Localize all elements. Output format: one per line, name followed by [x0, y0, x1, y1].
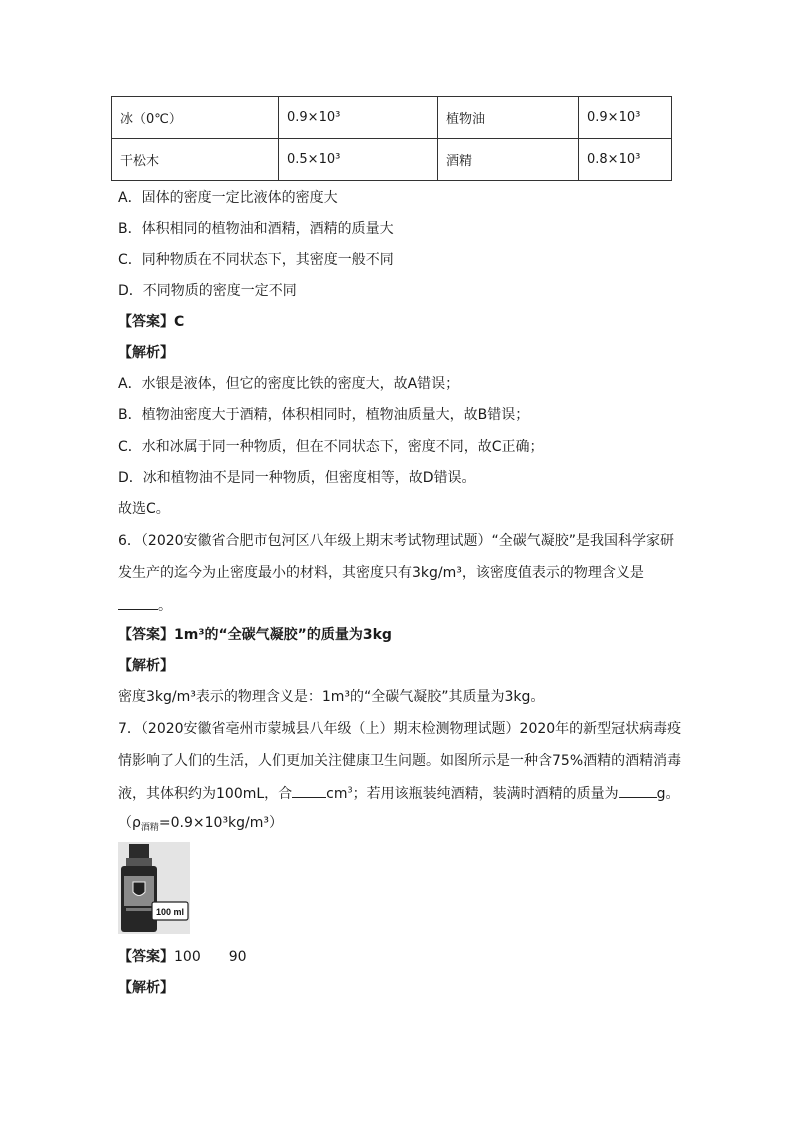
q6-line3-end: 。 — [158, 598, 172, 614]
table-row — [112, 97, 672, 139]
q6-stem-line3 — [118, 595, 172, 616]
q7-note-subscript: 酒精 — [140, 823, 159, 833]
q7-note-rest: =0.9×10³kg/m³） — [158, 815, 284, 831]
q7-note-open: （ρ — [118, 815, 141, 831]
q7-stem-line3 — [118, 783, 680, 804]
table-cell: 植物油 — [438, 97, 579, 139]
q7-analysis-title: 【解析】 — [118, 980, 174, 996]
alcohol-bottle-image — [118, 842, 190, 934]
q6-analysis-title: 【解析】 — [118, 658, 174, 674]
option-a: A．固体的密度一定比液体的密度大 — [118, 190, 338, 206]
q7-answer-1: 100 — [174, 949, 201, 965]
label-stripe — [126, 908, 152, 911]
bottle-cap — [129, 844, 149, 858]
q5-answer: 【答案】C — [118, 314, 185, 330]
analysis-line-a: A．水银是液体，但它的密度比铁的密度大，故A错误； — [118, 376, 460, 392]
table-cell: 冰（0℃） — [112, 97, 279, 139]
q7-line3-part-a: 液，其体积约为100mL，合 — [118, 786, 293, 802]
q7-answer-label: 【答案】 — [118, 949, 174, 965]
q7-stem-line1: 7．（2020安徽省亳州市蒙城县八年级（上）期末检测物理试题）2020年的新型冠状病毒疫 — [118, 721, 682, 737]
answer-blank — [619, 783, 657, 798]
analysis-line-b: B．植物油密度大于酒精，体积相同时，植物油质量大，故B错误； — [118, 407, 530, 423]
table-cell: 0.9×10³ — [579, 97, 672, 139]
q7-unit-sup: 3 — [347, 785, 353, 795]
q5-conclusion: 故选C。 — [118, 501, 170, 517]
option-d: D．不同物质的密度一定不同 — [118, 283, 297, 299]
q7-unit-cm: cm — [326, 786, 348, 802]
table-cell: 干松木 — [112, 139, 279, 181]
shield-logo-icon — [133, 882, 145, 896]
table-cell: 酒精 — [438, 139, 579, 181]
analysis-line-c: C．水和冰属于同一种物质，但在不同状态下，密度不同，故C正确； — [118, 439, 544, 455]
q7-density-note — [118, 813, 283, 835]
option-b: B．体积相同的植物油和酒精，酒精的质量大 — [118, 221, 394, 237]
table-row — [112, 139, 672, 181]
q5-analysis-title: 【解析】 — [118, 345, 174, 361]
q7-line3-part-b: ；若用该瓶装纯酒精，装满时酒精的质量为 — [352, 786, 619, 802]
q6-stem-line1: 6．（2020安徽省合肥市包河区八年级上期末考试物理试题）“全碳气凝胶”是我国科学家研 — [118, 533, 675, 549]
q7-answer — [118, 947, 247, 967]
density-table — [111, 96, 672, 181]
q7-unit-g: g。 — [656, 786, 680, 802]
option-c: C．同种物质在不同状态下，其密度一般不同 — [118, 252, 394, 268]
bottle-neck — [126, 858, 152, 866]
q6-stem-line2: 发生产的迄今为止密度最小的材料，其密度只有3kg/m³，该密度值表示的物理含义是 — [118, 565, 644, 581]
q7-answer-2: 90 — [228, 949, 247, 965]
answer-blank — [292, 783, 326, 798]
q6-analysis: 密度3kg/m³表示的物理含义是：1m³的“全碳气凝胶”其质量为3kg。 — [118, 689, 545, 705]
answer-blank — [118, 595, 158, 610]
analysis-line-d: D．冰和植物油不是同一种物质，但密度相等，故D错误。 — [118, 470, 476, 486]
q6-answer: 【答案】1m³的“全碳气凝胶”的质量为3kg — [118, 627, 392, 643]
table-cell: 0.5×10³ — [279, 139, 438, 181]
volume-tag-text: 100 ml — [155, 907, 185, 917]
table-cell: 0.8×10³ — [579, 139, 672, 181]
q7-stem-line2: 情影响了人们的生活，人们更加关注健康卫生问题。如图所示是一种含75%酒精的酒精消毒 — [118, 753, 682, 769]
table-cell: 0.9×10³ — [279, 97, 438, 139]
